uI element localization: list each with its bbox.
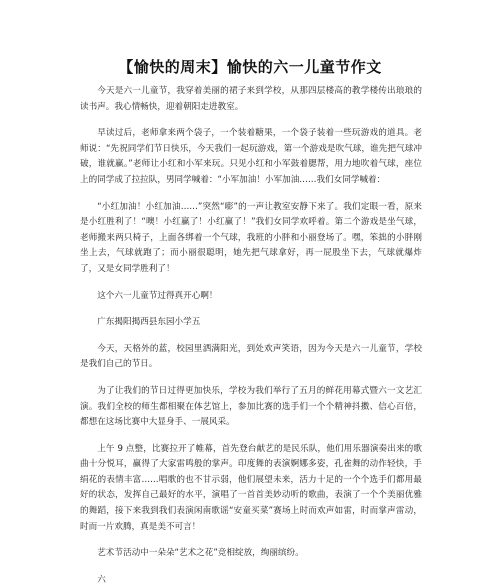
paragraph: 艺术节活动中一朵朵“艺术之花”竞相绽放，绚丽缤纷。: [97, 548, 304, 559]
paragraph: “小红加油！小红加油……”突然“嘭”的一声让教室安静下来了。我们定眼一看，原来是小红胜利了！“噢！小红赢了！小红赢了！”我们女同学欢呼着。第二个游戏是坐气球，老师搬来两只椅子，上面各绑着一个气球，我班的小胖和小丽登场了。嘿，笨拙的小胖刚坐上去，气球就跑了；而小丽很聪明，她先把气球拿好，再一屁股坐下去，气球就爆炸了，又是女同学胜利了！: [80, 201, 422, 274]
paragraph: 六: [97, 574, 106, 585]
paragraph: 广东揭阳揭西县东园小学五: [97, 317, 201, 328]
paragraph: 这个六一儿童节过得真开心啊！: [97, 290, 218, 301]
paragraph: 今天是六一儿童节，我穿着美丽的裙子来到学校，从那四层楼高的教学楼传出琅琅的读书声。我心情畅快，迎着朝阳走进教室。: [80, 86, 422, 112]
document-body: [80, 84, 422, 588]
document-title: 【愉快的周末】愉快的六一儿童节作文: [118, 58, 382, 76]
paragraph: 为了让我们的节日过得更加快乐，学校为我们举行了五月的鲜花用幕式暨六一文艺汇演。我们全校的师生都相聚在体艺馆上，参加比赛的选手们一个个精神抖擞、信心百倍，都想在这场比赛中大显身手、一展风采。: [80, 385, 422, 428]
paragraph: 早读过后，老师拿来两个袋子，一个装着糖果，一个袋子装着一些玩游戏的道具。老师说：“先祝同学们节日快乐，今天我们一起玩游戏，第一个游戏是吹气球，谁先把气球冲破，谁就赢。”老师让小红和小军来玩。只见小红和小军鼓着腮帮，用力地吹着气球，座位上的同学成了拉拉队，男同学喊着：“小军加油！小军加油……我们女同学喊着：: [80, 128, 422, 185]
paragraph: 今天，天格外的蓝，校园里洒满阳光，到处欢声笑语，因为今天是六一儿童节，学校是我们自己的节日。: [80, 343, 422, 370]
paragraph: 上午 9 点整，比赛拉开了帷幕，首先登台献艺的是民乐队，他们用乐器演奏出来的歌曲十分悦耳，赢得了大家雷鸣般的掌声。印度舞的表演婀娜多姿，孔雀舞的动作轻快，手绢花的表情丰富……唱歌的也不甘示弱，他们展望未来，活力十足的一个个选手们都用最好的状态，发挥自己最好的水平，演唱了一首首美妙动听的歌曲，表演了一个个美丽优雅的舞蹈，接下来我到我们表演闲南歌谣“安童买菜”赛场上时而欢声如雷，时而掌声雷动，时而一片欢腾，真是美不可言！: [80, 443, 422, 532]
